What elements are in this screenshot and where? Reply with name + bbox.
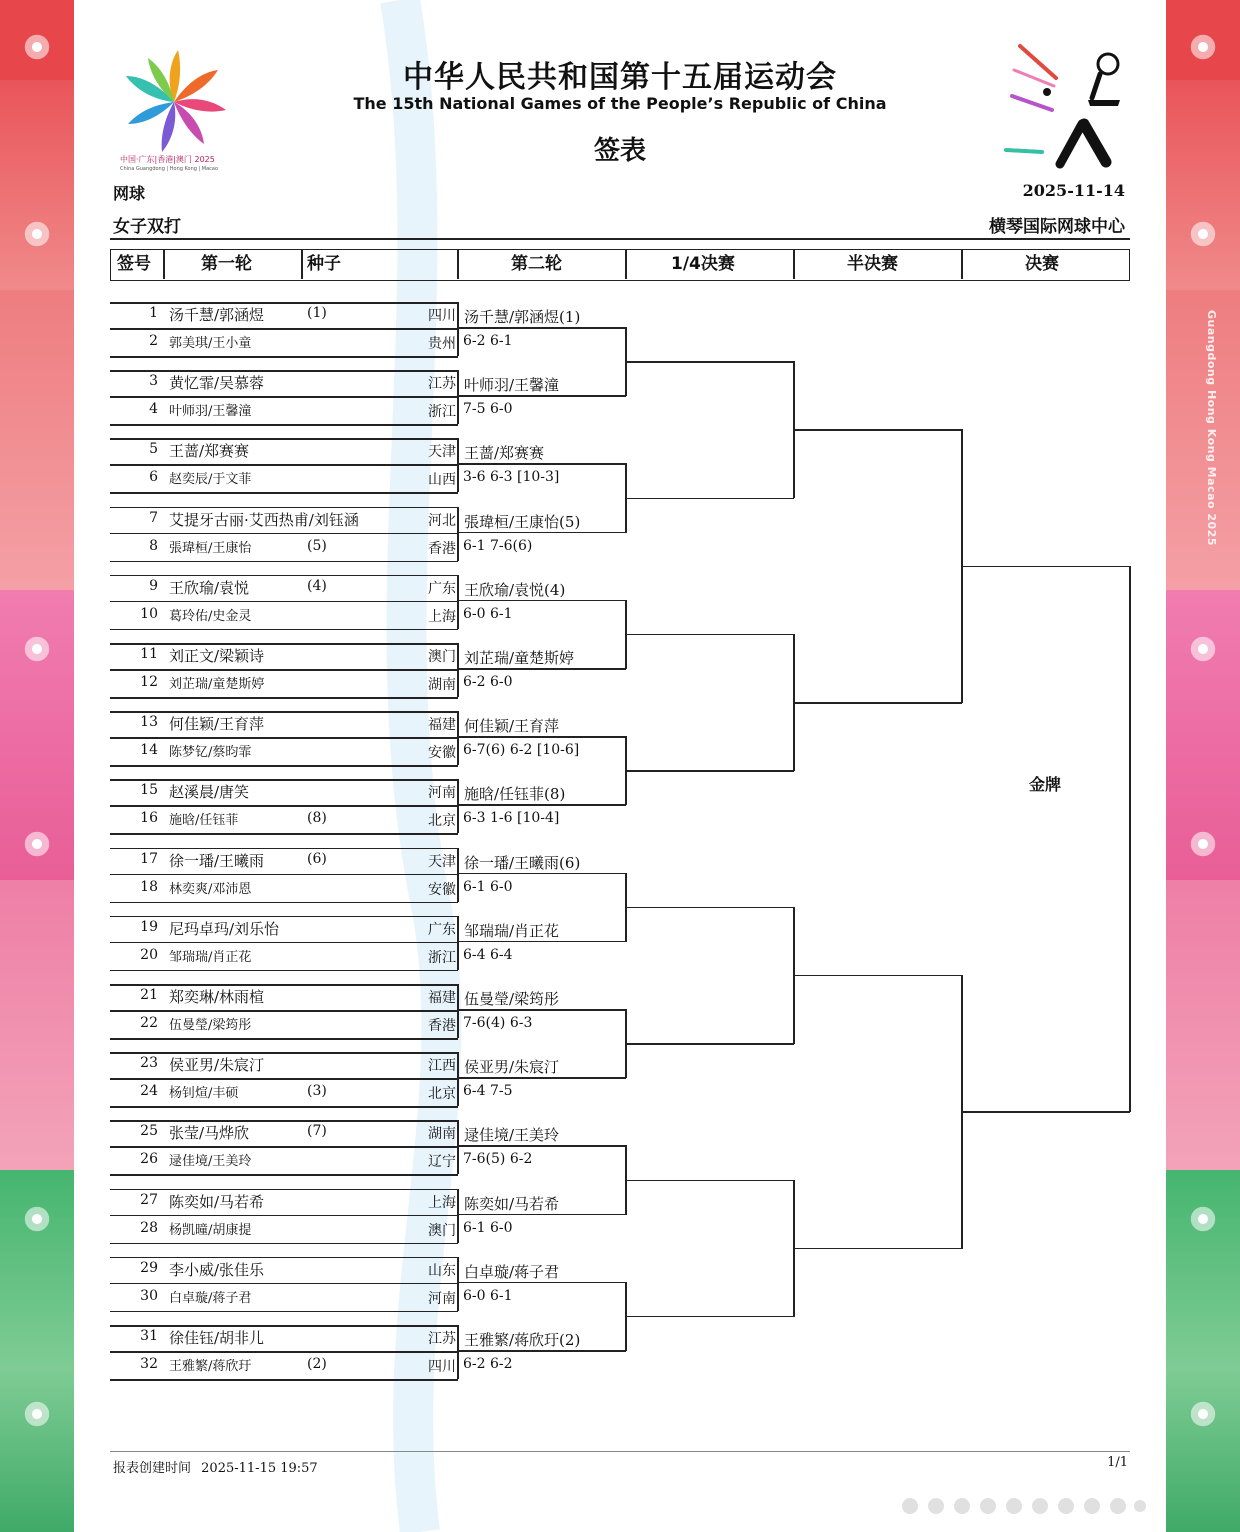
draw-line [110,833,458,835]
draw-line [110,1052,458,1054]
draw-line [110,464,458,466]
round2-score: 7-6(4) 6-3 [463,1015,533,1031]
round2-winner: 張瑋桓/王康怡(5) [464,512,581,531]
draw-line [110,601,458,603]
round2-score: 7-5 6-0 [463,401,513,418]
draw-line [110,765,458,767]
draw-line [110,507,458,509]
player-pair-name: 何佳颖/王育萍 [169,715,265,734]
draw-line [110,561,458,563]
province-label: 江苏 [428,376,456,393]
draw-line [110,669,458,671]
round2-winner: 叶师羽/王馨潼 [464,376,560,395]
draw-line [458,395,626,397]
player-pair-name: 葛玲佑/史金灵 [169,608,252,624]
flower-icon [1184,1200,1222,1238]
player-pair-name: 杨凯曈/胡康提 [169,1222,252,1238]
draw-line [457,370,459,424]
draw-line [457,711,459,765]
round2-score: 6-2 6-2 [463,1356,513,1372]
round2-winner: 汤千慧/郭涵煜(1) [464,308,581,326]
province-label: 山西 [428,472,456,489]
province-label: 广东 [428,921,456,938]
round2-winner: 白卓璇/蒋子君 [464,1262,560,1281]
seed-label: (6) [307,850,327,867]
draw-line [458,804,626,806]
draw-line [110,737,458,739]
province-label: 安徽 [428,745,456,762]
draw-line [794,975,962,977]
player-pair-name: 杨钊煊/丰硕 [169,1086,239,1102]
report-created [113,1457,318,1476]
draw-number: 23 [140,1055,158,1072]
draw-line [110,1215,458,1217]
draw-line [794,429,962,431]
round2-score: 6-3 1-6 [10-4] [463,810,560,827]
round2-winner: 王欣瑜/袁悦(4) [464,580,566,599]
draw-line [457,1189,459,1243]
draw-line [626,1180,794,1182]
draw-line [458,941,626,943]
round2-score: 6-2 6-0 [463,674,513,690]
draw-line [110,643,458,645]
round2-winner: 徐一璠/王曦雨(6) [464,853,581,872]
games-emblem-logo [112,38,242,173]
player-pair-name: 徐佳钰/胡非儿 [169,1329,265,1347]
draw-line [626,361,794,363]
draw-line [110,1379,458,1381]
draw-line [794,702,962,704]
province-label: 四川 [428,308,456,324]
player-pair-name: 尼玛卓玛/刘乐怡 [169,919,280,938]
event-date: 2025-11-14 [1022,181,1125,200]
round2-winner: 逯佳境/王美玲 [464,1126,560,1145]
province-label: 湖南 [428,1126,456,1143]
province-label: 贵州 [428,336,456,352]
draw-line [458,1145,626,1147]
venue-label: 横琴国际网球中心 [989,217,1125,237]
province-label: 浙江 [428,949,456,966]
draw-line [962,566,1130,568]
draw-line [110,1311,458,1313]
draw-line [458,1282,626,1284]
draw-number: 8 [149,537,158,554]
draw-number: 25 [140,1123,158,1140]
flower-icon [18,1395,56,1433]
draw-number: 29 [140,1259,158,1276]
draw-line [110,1257,458,1259]
draw-line [110,424,458,426]
draw-line [457,984,459,1038]
seed-label: (2) [307,1356,327,1372]
draw-line [110,328,458,330]
round2-winner: 陈奕如/马若希 [464,1194,560,1213]
flower-icon [1184,28,1222,66]
draw-number: 11 [140,646,158,662]
province-label: 澳门 [428,1222,456,1239]
draw-line [110,533,458,535]
round2-winner: 王雅繁/蒋欣玗(2) [464,1331,581,1349]
event-label: 女子双打 [113,217,181,237]
draw-line [458,736,626,738]
draw-number: 7 [149,509,158,526]
column-seed: 种子 [307,254,341,274]
draw-line [457,779,459,833]
column-header-row [110,249,1130,281]
seed-label: (4) [307,577,327,594]
round2-winner: 侯亚男/朱宸汀 [464,1058,560,1077]
player-pair-name: 侯亚男/朱宸汀 [169,1056,265,1075]
draw-line [110,1283,458,1285]
seed-label: (5) [307,537,327,554]
player-pair-name: 郑奕琳/林雨楦 [169,988,265,1006]
player-pair-name: 赵溪晨/唐笑 [169,783,250,802]
province-label: 辽宁 [428,1154,456,1171]
player-pair-name: 徐一璠/王曦雨 [169,851,265,870]
draw-number: 26 [140,1151,158,1168]
province-label: 香港 [428,1018,456,1034]
flower-icon [18,630,56,668]
draw-line [110,916,458,918]
province-label: 浙江 [428,404,456,421]
draw-line [110,1243,458,1245]
draw-line [626,907,794,909]
column-round1: 第一轮 [201,254,252,274]
province-label: 广东 [428,580,456,597]
draw-line [110,1010,458,1012]
round2-winner: 王蔷/郑赛赛 [464,444,545,463]
draw-number: 19 [140,918,158,935]
draw-line [626,634,794,636]
player-pair-name: 汤千慧/郭涵煜 [169,306,265,324]
player-pair-name: 邹瑞瑞/肖正花 [169,949,252,965]
draw-line [110,970,458,972]
draw-line [110,1120,458,1122]
draw-line [110,492,458,494]
province-label: 河南 [428,1290,456,1307]
round2-score: 7-6(5) 6-2 [463,1151,533,1168]
player-pair-name: 白卓璇/蒋子君 [169,1290,252,1306]
draw-line [110,942,458,944]
draw-number: 24 [140,1083,158,1100]
draw-line [110,902,458,904]
report-created-time: 2025-11-15 19:57 [201,1461,318,1476]
draw-line [110,1038,458,1040]
draw-line [457,1257,459,1311]
draw-number: 5 [149,441,158,458]
player-pair-name: 張瑋桓/王康怡 [169,540,252,556]
column-quarterfinal: 1/4决赛 [671,254,735,274]
round2-winner: 施晗/任钰菲(8) [464,785,566,804]
player-pair-name: 陈梦钇/蔡昀霏 [169,745,252,761]
draw-number: 30 [140,1287,158,1304]
round2-score: 6-0 6-1 [463,605,513,622]
page-title: 中华人民共和国第十五届运动会 [403,60,837,95]
province-label: 湖南 [428,677,456,693]
draw-line [457,575,459,629]
player-pair-name: 王蔷/郑赛赛 [169,442,250,461]
draw-line [458,668,626,670]
document-title: 签表 [593,136,646,166]
draw-number: 10 [140,605,158,622]
draw-number: 2 [149,333,158,349]
draw-line [110,1325,458,1327]
player-pair-name: 林奕爽/邓沛恩 [169,881,252,897]
province-label: 安徽 [428,881,456,898]
round2-winner: 邹瑞瑞/肖正花 [464,921,560,940]
draw-line [110,370,458,372]
draw-line [457,438,459,492]
draw-number: 28 [140,1219,158,1236]
round2-score: 6-1 6-0 [463,1219,513,1236]
draw-line [457,1052,459,1106]
banner-text: Guangdong Hong Kong Macao 2025 [1205,310,1218,546]
player-pair-name: 施晗/任钰菲 [169,813,239,829]
draw-line [457,848,459,902]
player-pair-name: 逯佳境/王美玲 [169,1154,252,1170]
round2-score: 6-0 6-1 [463,1287,513,1304]
draw-number: 21 [140,987,158,1003]
province-label: 上海 [428,1194,456,1211]
player-pair-name: 黄忆霏/吴慕蓉 [169,374,265,393]
province-label: 香港 [428,540,456,557]
player-pair-name: 王雅繁/蒋欣玗 [169,1359,252,1374]
province-label: 江西 [428,1058,456,1075]
page-title-english: The 15th National Games of the People’s Republic of China [353,94,887,113]
flower-icon [18,28,56,66]
draw-line [110,1078,458,1080]
round2-score: 6-4 6-4 [463,946,513,963]
sport-label: 网球 [113,184,146,203]
flower-icon [1184,215,1222,253]
column-round2: 第二轮 [511,254,562,274]
draw-line [457,643,459,697]
draw-line [110,1146,458,1148]
draw-number: 32 [140,1356,158,1372]
final-gold-label: 金牌 [1028,775,1061,794]
province-label: 四川 [428,1359,456,1375]
province-label: 山东 [428,1262,456,1279]
draw-line [1129,566,1131,1113]
round2-winner: 刘芷瑞/童楚斯婷 [464,649,575,667]
draw-line [110,1351,458,1353]
round2-score: 6-4 7-5 [463,1083,513,1100]
draw-line [457,1325,459,1379]
column-final: 决赛 [1025,254,1059,274]
province-label: 北京 [428,1086,456,1103]
draw-number: 22 [140,1015,158,1031]
draw-number: 18 [140,878,158,895]
province-label: 河南 [428,785,456,802]
draw-number: 12 [140,674,158,690]
draw-number: 9 [149,577,158,594]
watermark-dots [900,1496,1150,1516]
column-draw-no: 签号 [117,254,151,274]
logo-caption-en: China Guangdong | Hong Kong | Macao [120,166,219,172]
player-pair-name: 叶师羽/王馨潼 [169,404,252,420]
draw-line [626,1043,794,1045]
province-label: 北京 [428,813,456,830]
seed-label: (1) [307,305,327,321]
draw-line [110,1174,458,1176]
flower-icon [1184,1395,1222,1433]
draw-line [458,1214,626,1216]
round2-winner: 伍曼瑩/梁筠彤 [464,990,560,1008]
province-label: 天津 [428,444,456,461]
province-label: 上海 [428,608,456,625]
draw-number: 31 [140,1328,158,1344]
player-pair-name: 陈奕如/马若希 [169,1192,265,1211]
round2-score: 6-1 7-6(6) [463,537,533,554]
tennis-pictogram-icon [1000,40,1130,170]
draw-number: 20 [140,946,158,963]
player-pair-name: 刘芷瑞/童楚斯婷 [169,677,265,692]
flower-icon [1184,825,1222,863]
draw-line [458,1077,626,1079]
left-decorative-banner [0,0,74,1532]
draw-line [110,575,458,577]
draw-line [458,873,626,875]
draw-line [458,463,626,465]
draw-line [457,302,459,356]
province-label: 福建 [428,717,456,734]
draw-number: 27 [140,1191,158,1208]
player-pair-name: 王欣瑜/袁悦 [169,578,250,597]
province-label: 河北 [428,512,456,529]
player-pair-name: 伍曼瑩/梁筠彤 [169,1018,252,1033]
flower-icon [18,825,56,863]
seed-label: (3) [307,1083,327,1100]
right-decorative-banner [1166,0,1240,1532]
draw-line [110,356,458,358]
player-pair-name: 李小威/张佳乐 [169,1260,265,1279]
draw-line [110,1106,458,1108]
draw-number: 4 [149,401,158,418]
draw-line [794,1248,962,1250]
draw-line [110,848,458,850]
seed-label: (8) [307,810,327,827]
draw-number: 1 [149,305,158,321]
draw-line [110,984,458,986]
round2-winner: 何佳颖/王育萍 [464,717,560,736]
draw-line [110,711,458,713]
draw-line [458,327,626,329]
draw-number: 17 [140,850,158,867]
seed-label: (7) [307,1123,327,1140]
report-created-label: 报表创建时间 [113,1461,192,1476]
round2-score: 6-7(6) 6-2 [10-6] [463,742,580,759]
page-number: 1/1 [1107,1455,1128,1470]
draw-line [457,1120,459,1174]
draw-number: 3 [149,373,158,390]
draw-line [626,498,794,500]
round2-score: 6-2 6-1 [463,333,513,349]
player-pair-name: 张莹/马烨欣 [169,1124,250,1143]
footer-divider [110,1451,1130,1452]
province-label: 天津 [428,853,456,870]
draw-line [626,1316,794,1318]
draw-line [110,1189,458,1191]
player-pair-name: 赵奕辰/于文菲 [169,472,252,488]
draw-line [110,874,458,876]
draw-line [458,600,626,602]
draw-number: 6 [149,469,158,486]
flower-icon [18,215,56,253]
draw-number: 13 [140,714,158,731]
header-divider [110,238,1130,240]
player-pair-name: 艾提牙古丽·艾西热甫/刘钰涵 [169,510,359,529]
player-pair-name: 郭美琪/王小童 [169,336,252,351]
draw-line [458,532,626,534]
draw-line [110,302,458,304]
draw-line [110,697,458,699]
draw-number: 14 [140,742,158,759]
draw-number: 15 [140,782,158,799]
draw-line [457,507,459,561]
province-label: 福建 [428,990,456,1006]
player-pair-name: 刘正文/梁颖诗 [169,647,265,665]
draw-number: 16 [140,810,158,827]
draw-line [110,629,458,631]
round2-score: 3-6 6-3 [10-3] [463,469,560,486]
draw-line [458,1350,626,1352]
draw-line [110,805,458,807]
logo-caption: 中国·广东|香港|澳门 2025 [120,155,215,164]
draw-line [458,1009,626,1011]
draw-line [110,438,458,440]
draw-line [110,779,458,781]
round2-score: 6-1 6-0 [463,878,513,895]
column-semifinal: 半决赛 [847,254,898,274]
draw-line [962,1111,1130,1113]
draw-line [457,916,459,970]
province-label: 澳门 [428,649,456,665]
flower-icon [18,1200,56,1238]
draw-line [110,396,458,398]
draw-line [626,770,794,772]
province-label: 江苏 [428,1331,456,1347]
